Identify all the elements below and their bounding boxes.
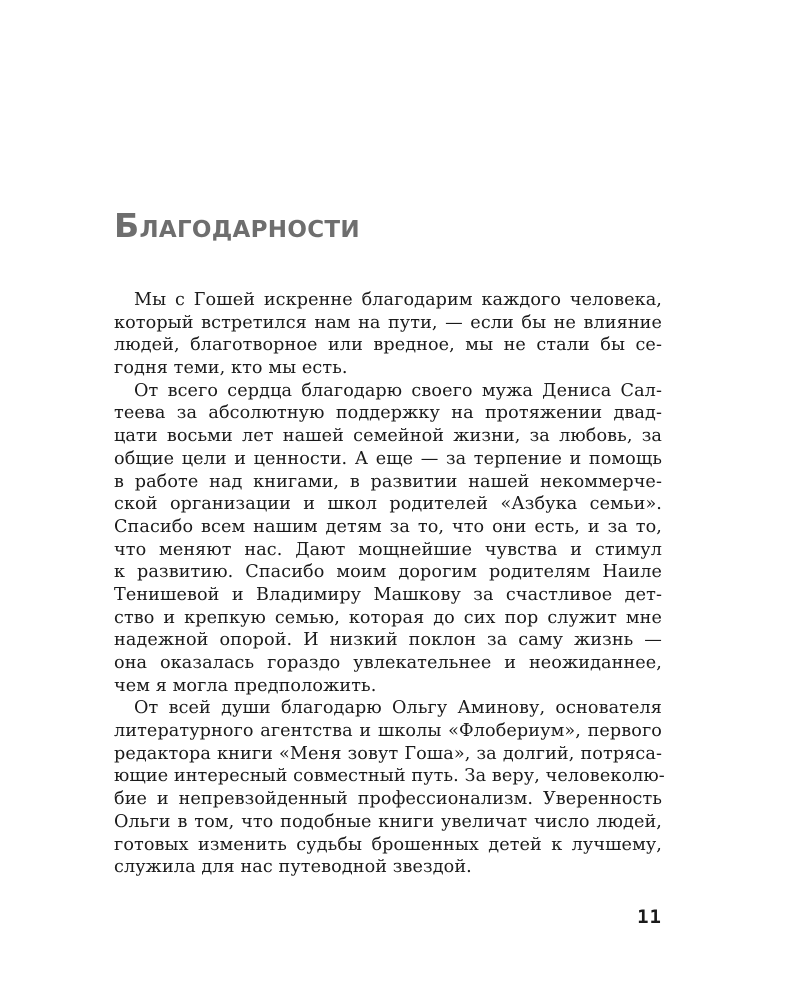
paragraph — [114, 380, 662, 698]
paragraph — [114, 697, 665, 879]
text-line: Ольги в том, что подобные книги увеличат число людей, — [114, 811, 662, 832]
text-line: теева за абсолютную поддержку на протяжении двад- — [114, 403, 662, 424]
text-line: бие и непревзойденный профессионализм. Уверенность — [114, 789, 662, 810]
text-line: Спасибо всем нашим детям за то, что они есть, и за то, — [114, 516, 662, 537]
text-line: чем я могла предположить. — [114, 675, 377, 696]
text-line: готовых изменить судьбы брошенных детей к лучшему, — [114, 834, 662, 855]
text-line: ской организации и школ родителей «Азбука семьи». — [114, 494, 662, 515]
text-line: годня теми, кто мы есть. — [114, 358, 348, 379]
paragraph — [114, 289, 662, 380]
text-line: она оказалась гораздо увлекательнее и неожиданнее, — [114, 653, 662, 673]
text-line: Мы с Гошей искренне благодарим каждого человека, — [134, 290, 662, 310]
text-line: цати восьми лет нашей семейной жизни, за любовь, за — [114, 426, 662, 447]
text-line: ющие интересный совместный путь. За веру, человеколю- — [114, 766, 665, 787]
text-line: От всей души благодарю Ольгу Аминову, основателя — [134, 698, 662, 719]
text-line: общие цели и ценности. А еще — за терпение и помощь — [114, 448, 662, 469]
text-line: литературного агентства и школы «Флобериум», первого — [114, 721, 662, 742]
chapter-title: Благодарности — [114, 206, 360, 245]
body-text — [114, 289, 665, 879]
text-line: который встретился нам на пути, — если бы не влияние — [114, 312, 662, 333]
text-line: людей, благотворное или вредное, мы не стали бы се- — [114, 335, 662, 356]
text-line: служила для нас путеводной звездой. — [114, 857, 472, 878]
text-line: ство и крепкую семью, которая до сих пор служит мне — [114, 607, 662, 628]
text-line: редактора книги «Меня зовут Гоша», за долгий, потряса- — [114, 743, 662, 764]
text-line: в работе над книгами, в развитии нашей некоммерче- — [114, 471, 662, 492]
text-line: От всего сердца благодарю своего мужа Дениса Сал- — [134, 380, 662, 401]
text-line: Тенишевой и Владимиру Машкову за счастливое дет- — [114, 584, 662, 605]
text-line: что меняют нас. Дают мощнейшие чувства и стимул — [114, 539, 662, 560]
text-line: к развитию. Спасибо моим дорогим родителям Наиле — [114, 562, 662, 583]
text-line: надежной опорой. И низкий поклон за саму жизнь — — [114, 630, 662, 651]
page-number: 11 — [637, 906, 662, 928]
